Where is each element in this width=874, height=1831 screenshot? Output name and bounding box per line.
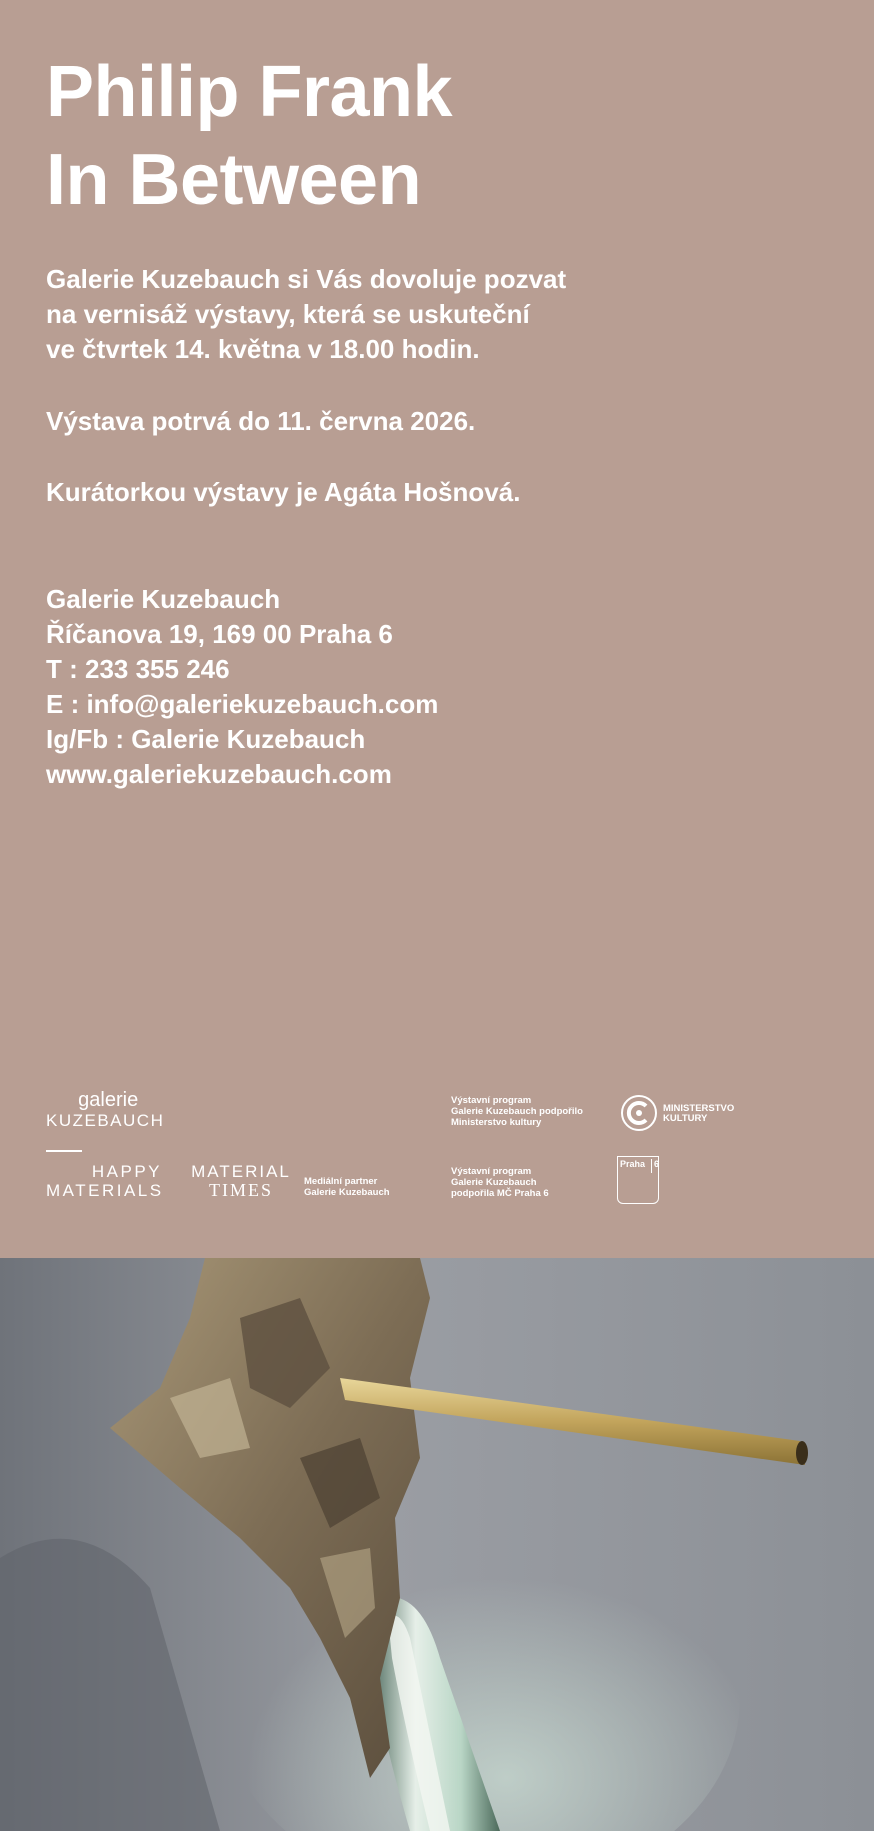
contact-block (46, 582, 438, 792)
logo-text: MATERIALS (46, 1181, 164, 1200)
note-line: Výstavní program (451, 1166, 532, 1177)
invitation-line: Galerie Kuzebauch si Vás dovoluje pozvat (46, 264, 567, 294)
logo-text: TIMES (209, 1180, 273, 1200)
logo-text: KULTURY (663, 1113, 708, 1124)
curator-text: Kurátorkou výstavy je Agáta Hošnová. (46, 477, 521, 507)
gallery-phone: T : 233 355 246 (46, 654, 230, 684)
logo-text: Praha (620, 1159, 646, 1169)
artwork-photo (0, 1258, 874, 1831)
invitation-line: ve čtvrtek 14. května v 18.00 hodin. (46, 334, 480, 364)
note-line: Ministerstvo kultury (451, 1117, 542, 1128)
logo-text: MATERIAL (191, 1162, 291, 1181)
ministry-circle-icon (619, 1093, 659, 1133)
logo-divider (46, 1150, 82, 1152)
logo-text: KUZEBAUCH (46, 1111, 165, 1130)
duration-text: Výstava potrvá do 11. června 2026. (46, 406, 476, 436)
media-partner-note (304, 1176, 390, 1198)
partner-logos (0, 1080, 874, 1250)
ministry-support-note (451, 1095, 583, 1128)
praha-6-logo (617, 1156, 661, 1206)
exhibition-name: In Between (46, 140, 422, 220)
artist-name: Philip Frank (46, 52, 453, 132)
note-line: Mediální partner (304, 1176, 378, 1187)
note-line: Galerie Kuzebauch (451, 1177, 537, 1188)
brass-rod-end (796, 1441, 808, 1465)
gallery-name: Galerie Kuzebauch (46, 584, 281, 614)
praha6-support-note (451, 1166, 549, 1199)
gallery-social: Ig/Fb : Galerie Kuzebauch (46, 724, 366, 754)
logo-text: HAPPY (91, 1162, 162, 1181)
ministry-of-culture-logo (619, 1093, 749, 1133)
note-line: podpořila MČ Praha 6 (451, 1188, 549, 1199)
invitation-text (46, 262, 566, 367)
note-line: Galerie Kuzebauch (304, 1187, 390, 1198)
gallery-address: Říčanova 19, 169 00 Praha 6 (46, 619, 393, 649)
gallery-website[interactable]: www.galeriekuzebauch.com (46, 759, 392, 789)
invitation-line: na vernisáž výstavy, která se uskuteční (46, 299, 530, 329)
logo-text: galerie (78, 1089, 139, 1111)
galerie-kuzebauch-logo (46, 1090, 164, 1129)
exhibition-title (46, 48, 452, 224)
logo-text: 6 (651, 1159, 659, 1173)
gallery-email[interactable]: E : info@galeriekuzebauch.com (46, 689, 439, 719)
sculpture-image (0, 1258, 874, 1831)
happy-materials-logo (46, 1162, 162, 1200)
logo-text: MINISTERSTVO (663, 1103, 735, 1114)
note-line: Galerie Kuzebauch podpořilo (451, 1106, 583, 1117)
material-times-logo (189, 1162, 293, 1200)
note-line: Výstavní program (451, 1095, 532, 1106)
